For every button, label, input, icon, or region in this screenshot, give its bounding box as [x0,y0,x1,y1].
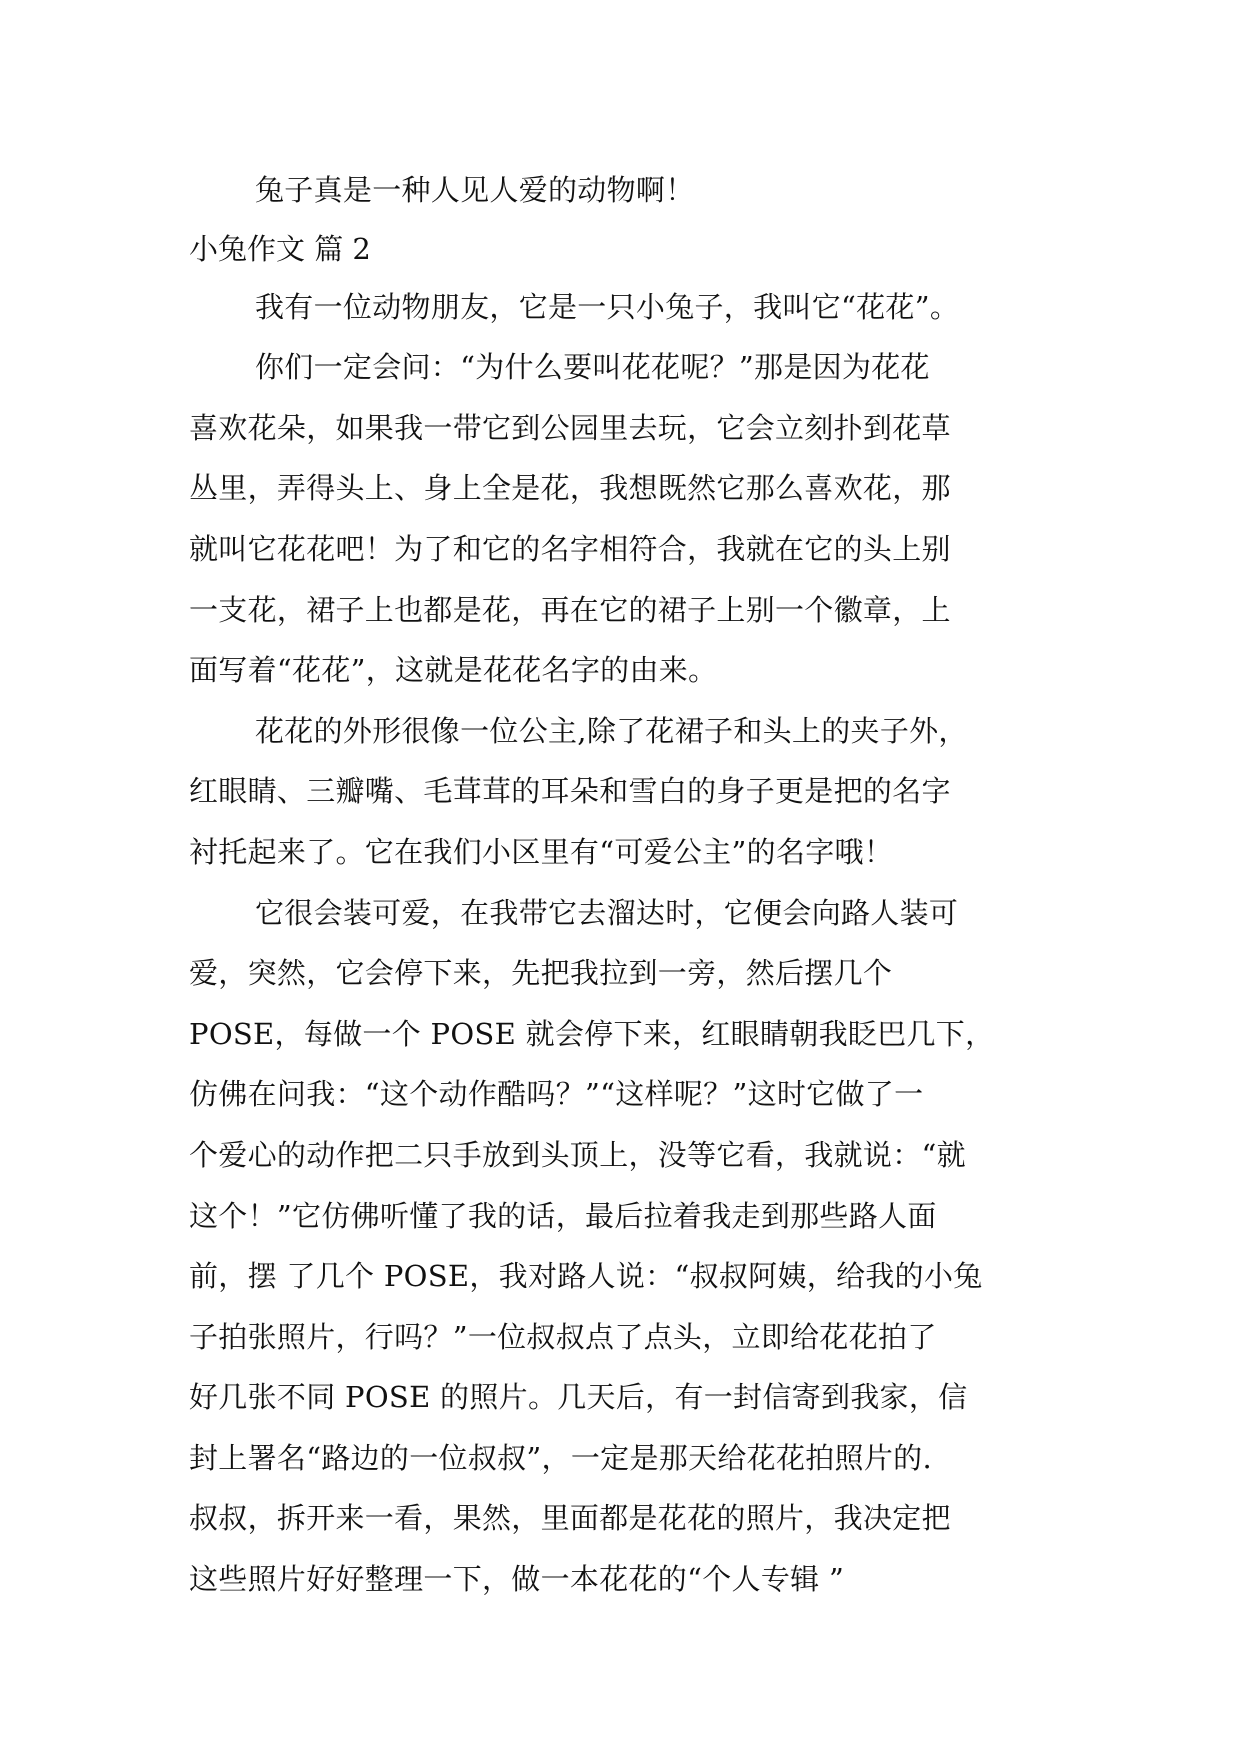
paragraph-line: 衬托起来了。它在我们小区里有“可爱公主”的名字哦！ [189,834,894,869]
paragraph-line: 花花的外形很像一位公主,除了花裙子和头上的夹子外， [255,713,968,748]
paragraph-line: 个爱心的动作把二只手放到头顶上，没等它看，我就说：“就 [189,1137,966,1172]
paragraph-line: 这个！”它仿佛听懂了我的话，最后拉着我走到那些路人面 [189,1198,937,1233]
paragraph-line: 红眼睛、三瓣嘴、毛茸茸的耳朵和雪白的身子更是把的名字 [189,774,951,809]
paragraph-line: POSE，每做一个 POSE 就会停下来，红眼睛朝我眨巴几下， [189,1016,995,1051]
paragraph-line: 好几张不同 POSE 的照片。几天后，有一封信寄到我家，信 [189,1380,968,1415]
section-heading: 小兔作文 篇 2 [189,231,371,266]
paragraph-line: 它很会装可爱，在我带它去溜达时，它便会向路人装可 [255,895,959,930]
paragraph-line: 丛里，弄得头上、身上全是花，我想既然它那么喜欢花，那 [189,471,951,506]
paragraph-line: 叔叔，拆开来一看，果然，里面都是花花的照片，我决定把 [189,1501,951,1536]
paragraph-line: 一支花，裙子上也都是花，再在它的裙子上别一个徽章，上 [189,592,951,627]
document-body [189,160,1049,1610]
paragraph-1 [189,277,1049,338]
paragraph-line: 就叫它花花吧！为了和它的名字相符合，我就在它的头上别 [189,531,951,566]
paragraph-line: 这些照片好好整理一下，做一本花花的“个人专辑 ” [189,1562,845,1597]
paragraph-3 [189,701,1049,883]
paragraph-line: 前，摆 了几个 POSE，我对路人说：“叔叔阿姨，给我的小兔 [189,1259,983,1294]
paragraph-line: 你们一定会问：“为什么要叫花花呢？”那是因为花花 [255,350,930,385]
paragraph-line: 仿佛在问我：“这个动作酷吗？”“这样呢？”这时它做了一 [189,1077,924,1112]
intro-line: 兔子真是一种人见人爱的动物啊！ [255,173,695,207]
paragraph-line: 爱，突然，它会停下来，先把我拉到一旁，然后摆几个 [189,956,893,991]
paragraph-2 [189,337,1049,701]
paragraph-4 [189,883,1049,1610]
paragraph-line: 喜欢花朵，如果我一带它到公园里去玩，它会立刻扑到花草 [189,410,951,445]
paragraph-line: 封上署名“路边的一位叔叔”，一定是那天给花花拍照片的. [189,1440,932,1475]
paragraph-line: 我有一位动物朋友，它是一只小兔子，我叫它“花花”。 [255,289,960,324]
paragraph-line: 面写着“花花”，这就是花花名字的由来。 [189,653,718,688]
paragraph-line: 子拍张照片，行吗？”一位叔叔点了点头，立即给花花拍了 [189,1319,937,1354]
